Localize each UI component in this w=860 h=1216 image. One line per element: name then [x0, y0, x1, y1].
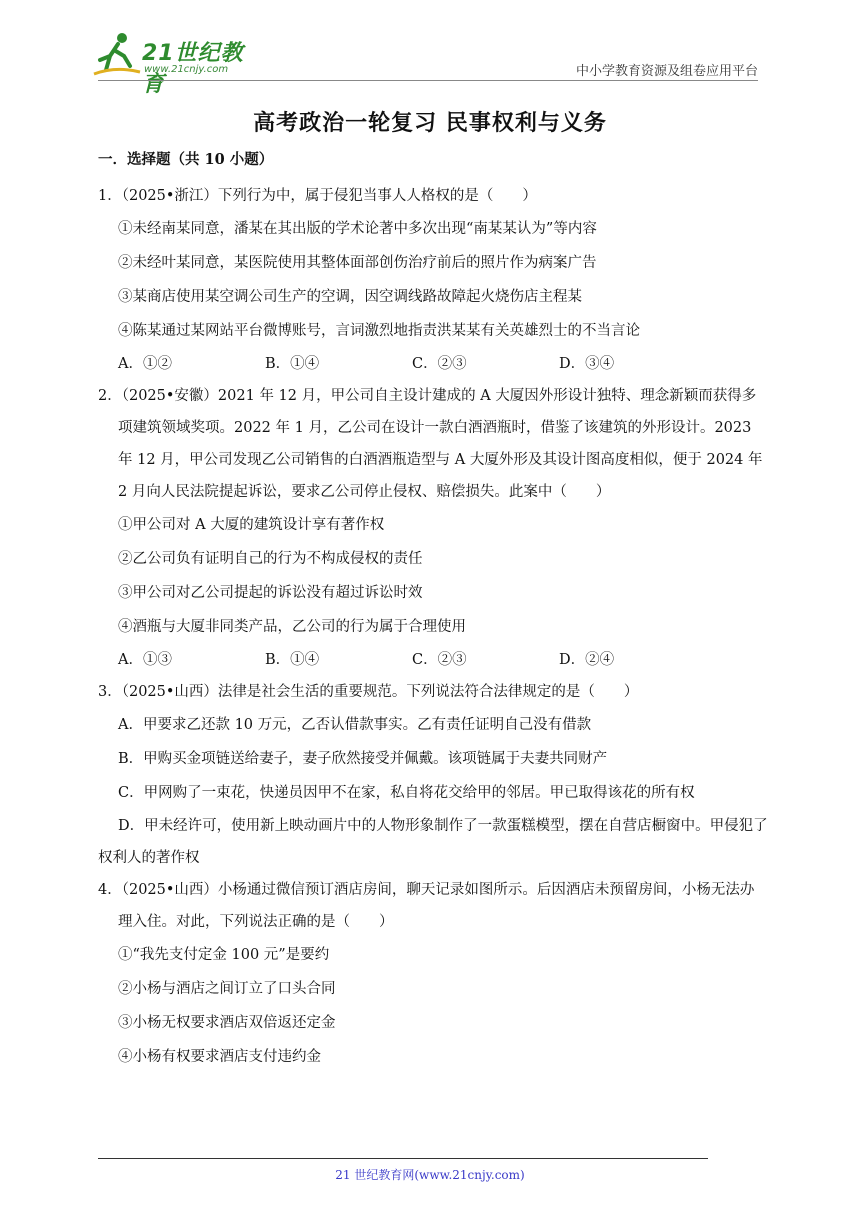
page-title: 高考政治一轮复习 民事权利与义务: [253, 110, 607, 136]
statement-option: ④小杨有权要求酒店支付违约金: [118, 1049, 321, 1065]
answer-choices: [98, 348, 768, 380]
statement-option: ①“我先支付定金 100 元”是要约: [118, 947, 330, 963]
section-heading: 一．选择题（共 10 小题）: [98, 151, 274, 168]
header-divider: [98, 80, 758, 81]
choice-b[interactable]: B．①④: [265, 356, 320, 372]
statement-option: ①未经南某同意，潘某在其出版的学术论著中多次出现“南某某认为”等内容: [118, 221, 597, 237]
question-1: [98, 180, 768, 380]
question-list: [98, 150, 768, 1074]
choice-b[interactable]: B．①④: [265, 652, 320, 668]
statement-option: ③某商店使用某空调公司生产的空调，因空调线路故障起火烧伤店主程某: [118, 289, 582, 305]
statement-option: ③甲公司对乙公司提起的诉讼没有超过诉讼时效: [118, 585, 423, 601]
choice-d[interactable]: D．③④: [559, 356, 615, 372]
footer-link[interactable]: 21 世纪教育网(www.21cnjy.com): [335, 1168, 525, 1182]
answer-choices: [98, 644, 768, 676]
statement-option: ②小杨与酒店之间订立了口头合同: [118, 981, 336, 997]
statement-option: ③小杨无权要求酒店双倍返还定金: [118, 1015, 336, 1031]
question-stem: 1．（2025•浙江）下列行为中，属于侵犯当事人人格权的是（ ）: [98, 188, 537, 204]
statement-option: ④酒瓶与大厦非同类产品，乙公司的行为属于合理使用: [118, 619, 466, 635]
statement-option: ②乙公司负有证明自己的行为不构成侵权的责任: [118, 551, 423, 567]
logo-text: 21世纪教育: [142, 41, 244, 97]
footer-divider: [98, 1158, 708, 1159]
site-logo[interactable]: [92, 30, 262, 97]
question-stem: 3．（2025•山西）法律是社会生活的重要规范。下列说法符合法律规定的是（ ）: [98, 684, 639, 700]
page-header: [0, 0, 860, 97]
choice-d[interactable]: D．②④: [559, 652, 615, 668]
choice-c[interactable]: C．②③: [412, 356, 467, 372]
question-2: [98, 380, 768, 676]
choice-c[interactable]: C．②③: [412, 652, 467, 668]
platform-name: 中小学教育资源及组卷应用平台: [575, 64, 758, 79]
choice-a[interactable]: A．①③: [118, 652, 172, 668]
question-3: [98, 676, 768, 874]
statement-option: ④陈某通过某网站平台微博账号，言词激烈地指责洪某某有关英雄烈士的不当言论: [118, 323, 640, 339]
question-stem: 4．（2025•山西）小杨通过微信预订酒店房间，聊天记录如图所示。后因酒店未预留房间，小杨无法办理入住。对此，下列说法正确的是（ ）: [98, 882, 755, 930]
choice-c[interactable]: C．甲网购了一束花，快递员因甲不在家，私自将花交给甲的邻居。甲已取得该花的所有权: [118, 785, 695, 801]
choice-d[interactable]: D．甲未经许可，使用新上映动画片中的人物形象制作了一款蛋糕模型，摆在自营店橱窗中。甲侵犯了权利人的著作权: [98, 818, 768, 866]
choice-a[interactable]: A．甲要求乙还款 10 万元，乙否认借款事实。乙有责任证明自己没有借款: [118, 717, 592, 733]
choice-a[interactable]: A．①②: [118, 356, 172, 372]
runner-logo-icon: [92, 30, 142, 78]
choice-b[interactable]: B．甲购买金项链送给妻子，妻子欣然接受并佩戴。该项链属于夫妻共同财产: [118, 751, 608, 767]
statement-option: ①甲公司对 A 大厦的建筑设计享有著作权: [118, 517, 385, 533]
logo-url: www.21cnjy.com: [144, 64, 229, 75]
question-4: [98, 874, 768, 1074]
question-stem: 2．（2025•安徽）2021 年 12 月，甲公司自主设计建成的 A 大厦因外形设计独特、理念新颖而获得多项建筑领域奖项。2022 年 1 月，乙公司在设计一款白酒酒瓶时，借鉴了该建筑的外形设计。2023 年 12 月，甲公司发现乙公司销售的白酒酒瓶造型与 A 大厦外形及其设计图高度相似，便于 2024 年 2 月向人民法院提起诉讼，要求乙公司停止侵权、赔偿损失。此案中（ ）: [98, 388, 763, 500]
statement-option: ②未经叶某同意，某医院使用其整体面部创伤治疗前后的照片作为病案广告: [118, 255, 597, 271]
